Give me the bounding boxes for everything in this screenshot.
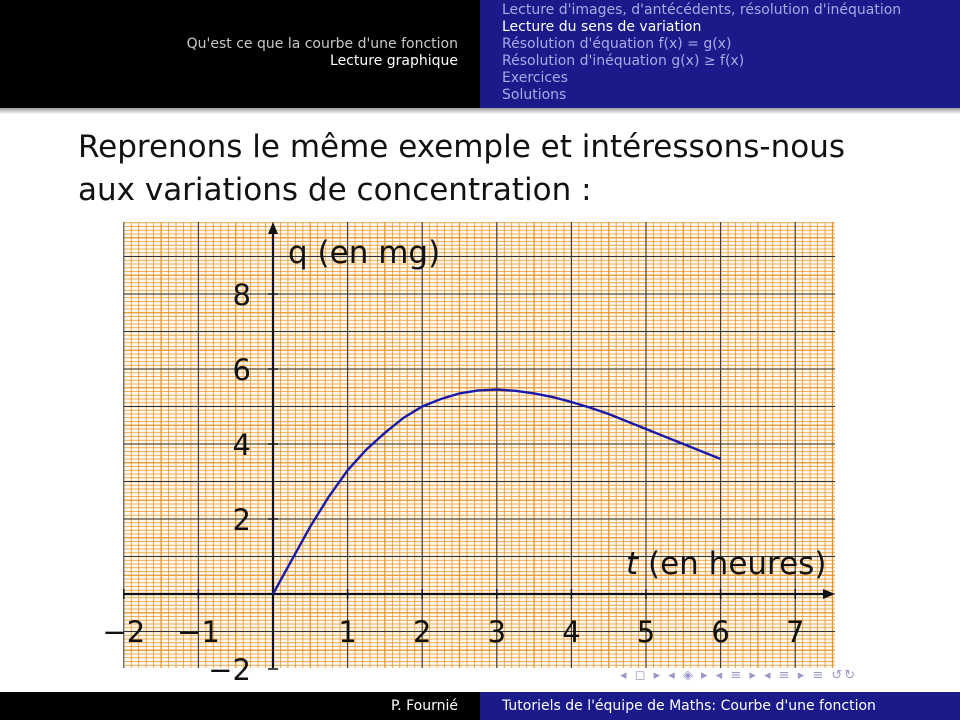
nav-section-courbe[interactable]: Qu'est ce que la courbe d'une fonction [186,36,458,52]
y-tick-label: 4 [232,428,251,462]
footer-title: Tutoriels de l'équipe de Maths: Courbe d'une fonction [480,692,960,720]
x-tick-label: 2 [412,615,432,649]
footer-author: P. Fournié [0,692,480,720]
nav-subsection-images[interactable]: Lecture d'images, d'antécédents, résolution d'inéquation [502,2,902,18]
nav-subsection-variation[interactable]: Lecture du sens de variation [502,19,702,35]
nav-subsection-solutions[interactable]: Solutions [502,87,567,103]
x-tick-label: 3 [487,615,507,649]
x-tick-label: 6 [711,615,730,649]
beamer-navigation-symbols[interactable]: ◂ ◻ ▸ ◂ ◈ ▸ ◂ ≡ ▸ ◂ ≡ ▸ ≡ ↺↻ [620,668,858,683]
y-tick-label: 8 [232,278,251,312]
x-tick-label: 7 [785,615,805,649]
graph-paper-grid [124,222,835,668]
beamer-footer [0,692,960,720]
x-tick-label: 5 [636,615,656,649]
y-tick-label: 6 [232,353,251,387]
y-tick-label: 2 [232,503,251,537]
nav-section-lecture-graphique[interactable]: Lecture graphique [330,53,458,69]
x-tick-label: −1 [177,615,220,649]
nav-subsection-equation[interactable]: Résolution d'équation f(x) = g(x) [502,36,732,52]
y-tick-label: −2 [208,653,251,687]
x-axis-label: t (en heures) [626,546,827,582]
nav-subsection-exercices[interactable]: Exercices [502,70,568,86]
y-axis-label: q (en mg) [288,235,441,271]
intro-text: Reprenons le même exemple et intéressons-nous aux variations de concentration : [78,129,846,208]
x-tick-label: 1 [338,615,357,649]
nav-subsection-inequation[interactable]: Résolution d'inéquation g(x) ≥ f(x) [502,53,745,69]
x-tick-label: 4 [562,615,581,649]
x-tick-label: −2 [102,615,146,649]
